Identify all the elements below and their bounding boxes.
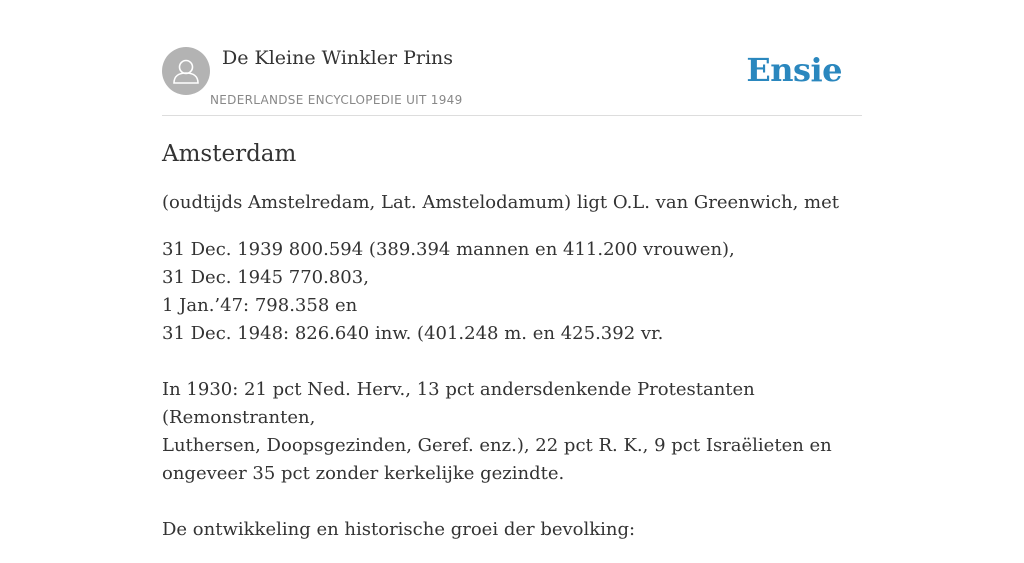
population-paragraph <box>162 236 862 544</box>
article-body <box>162 138 862 563</box>
article-header <box>162 46 862 116</box>
intro-paragraph: (oudtijds Amstelredam, Lat. Amstelodamum) ligt O.L. van Greenwich, met <box>162 192 840 213</box>
page-title: Amsterdam <box>162 141 297 167</box>
religion-line: ongeveer 35 pct zonder kerkelijke gezindte. <box>162 463 565 484</box>
growth-heading: De ontwikkeling en historische groei der bevolking: <box>162 519 636 540</box>
source-subtitle: NEDERLANDSE ENCYCLOPEDIE UIT 1949 <box>210 93 463 107</box>
religion-line: Luthersen, Doopsgezinden, Geref. enz.), 22 pct R. K., 9 pct Israëlieten en <box>162 435 832 456</box>
population-line: 31 Dec. 1945 770.803, <box>162 267 369 288</box>
ensie-logo[interactable]: Ensie <box>746 51 842 89</box>
population-line: 31 Dec. 1948: 826.640 inw. (401.248 m. en 425.392 vr. <box>162 323 664 344</box>
avatar[interactable] <box>162 47 210 95</box>
user-icon <box>162 47 210 95</box>
author-name[interactable]: De Kleine Winkler Prins <box>222 47 454 69</box>
population-line: 1 Jan.’47: 798.358 en <box>162 295 358 316</box>
population-line: 31 Dec. 1939 800.594 (389.394 mannen en 411.200 vrouwen), <box>162 239 735 260</box>
religion-line: In 1930: 21 pct Ned. Herv., 13 pct andersdenkende Protestanten (Remonstranten, <box>162 379 755 428</box>
